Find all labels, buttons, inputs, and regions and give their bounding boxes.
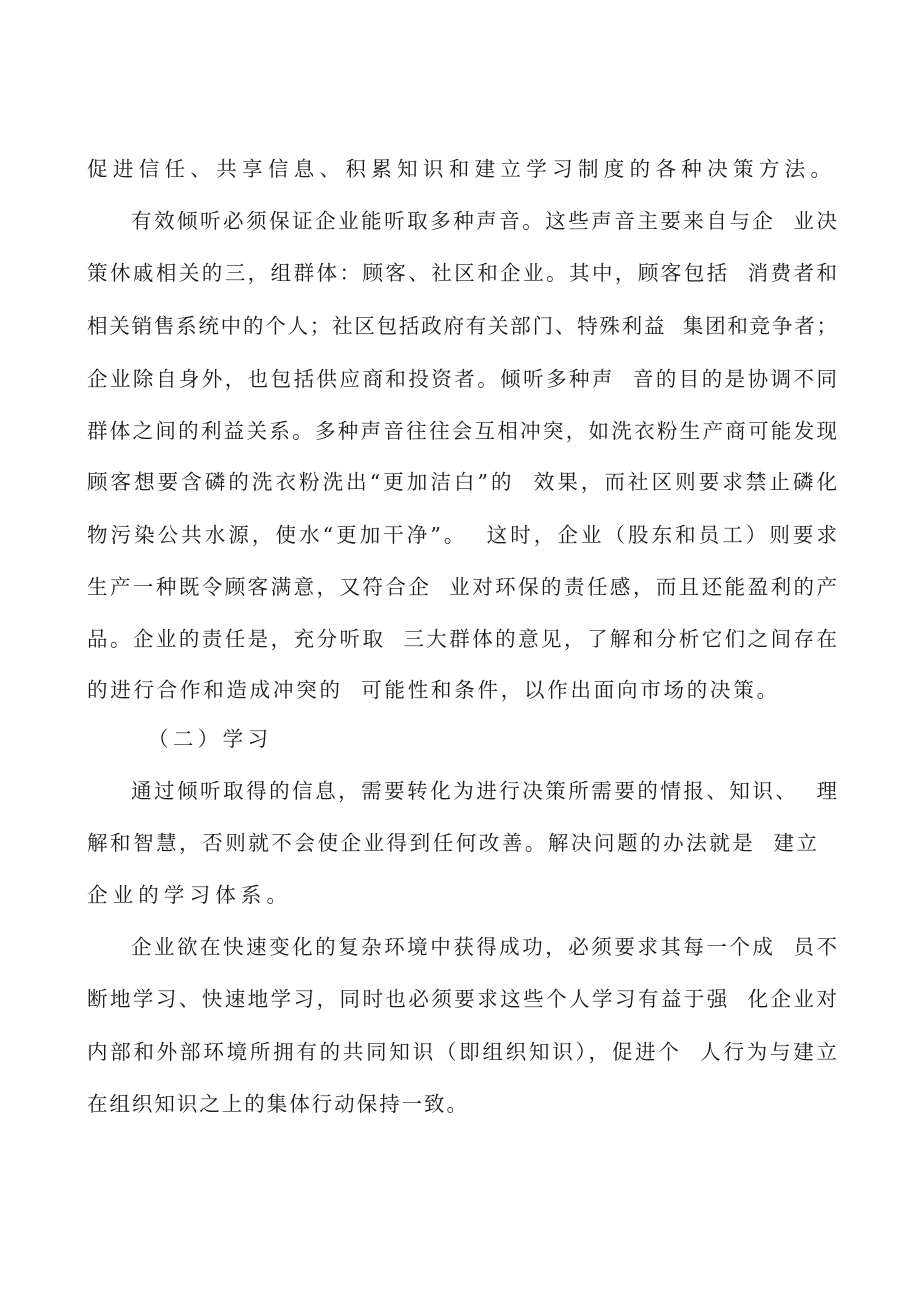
text-line-4: 相关销售系统中的个人；社区包括政府有关部门、特殊利益 集团和竞争者； bbox=[87, 314, 839, 338]
text-line-13: 解和智慧，否则就不会使企业得到任何改善。解决问题的办法就是 建立 bbox=[87, 831, 820, 855]
text-line-9: 生产一种既令顾客满意，又符合企 业对环保的责任感，而且还能盈利的产 bbox=[87, 575, 840, 599]
text-line-6: 群体之间的利益关系。多种声音往往会互相冲突，如洗衣粉生产商可能发现 bbox=[87, 419, 840, 443]
text-line-2: 有效倾听必须保证企业能听取多种声音。这些声音主要来自与企 业决 bbox=[131, 209, 840, 233]
text-line-7: 顾客想要含磷的洗衣粉洗出“更加洁白”的 效果，而社区则要求禁止磷化 bbox=[87, 470, 841, 494]
text-line-10: 品。企业的责任是，充分听取 三大群体的意见，了解和分析它们之间存在 bbox=[87, 627, 840, 651]
text-line-17: 内部和外部环境所拥有的共同知识（即组织知识），促进个 人行为与建立 bbox=[87, 1040, 840, 1064]
text-line-1: 促进信任、共享信息、积累知识和建立学习制度的各种决策方法。 bbox=[87, 157, 837, 181]
text-line-16: 断地学习、快速地学习，同时也必须要求这些个人学习有益于强 化企业对 bbox=[87, 987, 840, 1011]
text-line-5: 企业除自身外，也包括供应商和投资者。倾听多种声 音的目的是协调不同 bbox=[87, 367, 840, 391]
text-line-12: 通过倾听取得的信息，需要转化为进行决策所需要的情报、知识、 理 bbox=[131, 779, 840, 803]
text-line-11: 的进行合作和造成冲突的 可能性和条件，以作出面向市场的决策。 bbox=[87, 678, 780, 702]
text-line-3: 策休戚相关的三，组群体：顾客、社区和企业。其中，顾客包括 消费者和 bbox=[87, 261, 840, 285]
text-line-14: 企业的学习体系。 bbox=[87, 883, 293, 907]
text-line-15: 企业欲在快速变化的复杂环境中获得成功，必须要求其每一个成 员不 bbox=[131, 935, 840, 959]
text-line-18: 在组织知识之上的集体行动保持一致。 bbox=[87, 1092, 469, 1116]
text-line-8: 物污染公共水源，使水“更加干净”。 这时，企业（股东和员工）则要求 bbox=[87, 523, 841, 547]
section-heading: （二）学习 bbox=[148, 727, 273, 751]
